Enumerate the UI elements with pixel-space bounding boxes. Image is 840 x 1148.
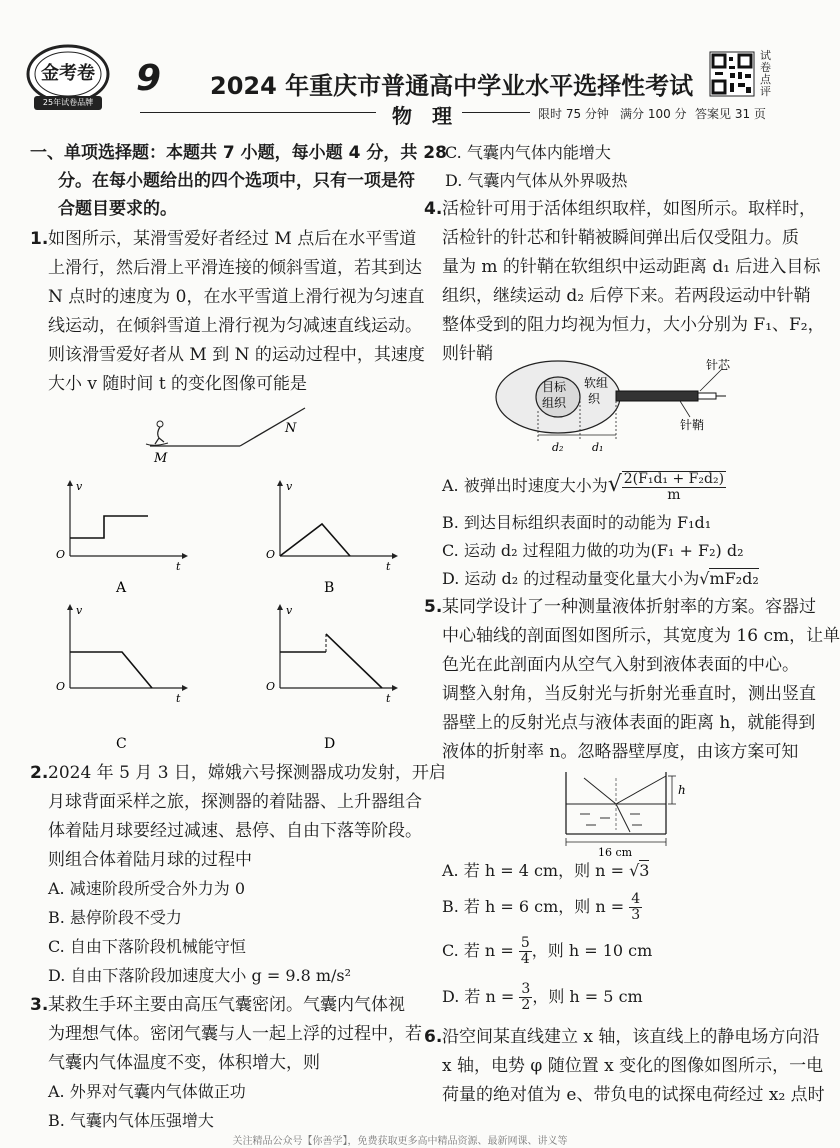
q6-line: 沿空间某直线建立 x 轴，该直线上的静电场方向沿 xyxy=(442,1027,820,1047)
q2-line: 月球背面采样之旅，探测器的着陆器、上升器组合 xyxy=(48,792,422,812)
subject-title: 物 理 xyxy=(392,104,452,128)
svg-text:t: t xyxy=(386,560,391,573)
q1-number: 1. xyxy=(30,229,49,249)
q5-container-figure xyxy=(560,768,700,860)
q1-point-n: N xyxy=(285,421,297,436)
q2-line: 体着陆月球要经过减速、悬停、自由下落等阶段。 xyxy=(48,821,422,841)
q4-line: 活检针可用于活体组织取样，如图所示。取样时， xyxy=(442,199,816,219)
svg-text:v: v xyxy=(286,604,293,617)
q4-option-a: A. 被弹出时速度大小为√ $\frac{\text{2(F₁d₁ + F₂d₂)}}{m}$ xyxy=(442,470,725,503)
q4-line: 量为 m 的针鞘在软组织中运动距离 d₁ 后进入目标 xyxy=(442,257,821,277)
q2-number: 2. xyxy=(30,763,49,783)
q3-option-a: A. 外界对气囊内气体做正功 xyxy=(48,1082,246,1101)
q3-option-b: B. 气囊内气体压强增大 xyxy=(48,1111,214,1130)
q5-line: 调整入射角，当反射光与折射光垂直时，测出竖直 xyxy=(442,684,816,704)
q1-point-m: M xyxy=(154,451,168,466)
svg-text:软组: 软组 xyxy=(584,376,609,390)
svg-text:v: v xyxy=(286,480,293,493)
svg-text:v: v xyxy=(76,480,83,493)
q1-graph-c xyxy=(52,602,202,752)
svg-text:v: v xyxy=(76,604,83,617)
q5-option-b: B. 若 h = 6 cm，则 n = $\frac{4}{3}$ xyxy=(442,891,641,923)
q2-line: 则组合体着陆月球的过程中 xyxy=(48,850,252,870)
q5-label-width: 16 cm xyxy=(598,846,633,859)
time-limit: 限时 75 分钟 xyxy=(538,107,609,121)
q1-graph-label-d: D xyxy=(324,736,336,752)
q1-slope-figure xyxy=(140,400,340,470)
q1-line: N 点时的速度为 0，在水平雪道上滑行视为匀速直 xyxy=(48,287,425,307)
skier-icon xyxy=(146,421,168,445)
q4-number: 4. xyxy=(424,199,443,219)
q6-line: 荷量的绝对值为 e、带负电的试探电荷经过 x₂ 点时 xyxy=(442,1085,825,1105)
q1-graph-a xyxy=(52,478,202,598)
q3-line: 为理想气体。密闭气囊与人一起上浮的过程中，若 xyxy=(48,1024,422,1044)
section-heading-line1: 一、单项选择题：本题共 7 小题，每小题 4 分，共 28 xyxy=(30,143,447,163)
q5-line: 器壁上的反射光点与液体表面的距离 h，就能得到 xyxy=(442,713,816,733)
q4-label-sheath: 针鞘 xyxy=(680,418,705,432)
sqrt-icon: √ xyxy=(629,861,640,880)
q6-number: 6. xyxy=(424,1027,443,1047)
q1-graph-b xyxy=(262,478,412,598)
q1-graph-label-b: B xyxy=(324,580,335,596)
brand-logo xyxy=(22,42,114,114)
q1-graph-label-a: A xyxy=(116,580,127,596)
sqrt-icon: √ xyxy=(699,569,710,588)
q3-line: 某救生手环主要由高压气囊密闭。气囊内气体视 xyxy=(48,995,405,1015)
svg-text:O: O xyxy=(56,680,66,693)
q1-line: 线运动，在倾斜雪道上滑行视为匀减速直线运动。 xyxy=(48,316,422,336)
q5-number: 5. xyxy=(424,597,443,617)
q5-option-d: D. 若 n = $\frac{3}{2}$ ，则 h = 5 cm xyxy=(442,981,643,1013)
q3-option-d: D. 气囊内气体从外界吸热 xyxy=(445,171,628,190)
q2-option-c: C. 自由下落阶段机械能守恒 xyxy=(48,937,246,956)
exam-number: 9 xyxy=(136,58,162,99)
answer-page: 答案见 31 页 xyxy=(695,107,766,121)
q4-option-b: B. 到达目标组织表面时的动能为 F₁d₁ xyxy=(442,513,712,532)
svg-text:t: t xyxy=(176,560,181,573)
svg-text:目标: 目标 xyxy=(542,380,567,394)
q1-graph-label-c: C xyxy=(116,736,127,752)
q5-line: 液体的折射率 n。忽略器壁厚度，由该方案可知 xyxy=(442,742,799,762)
q4-label-d2: d₂ xyxy=(552,441,564,454)
q2-option-b: B. 悬停阶段不受力 xyxy=(48,908,182,927)
q4-option-c: C. 运动 d₂ 过程阻力做的功为(F₁ + F₂) d₂ xyxy=(442,541,744,560)
section-heading-line2: 分。在每小题给出的四个选项中，只有一项是符 xyxy=(58,171,415,191)
q3-option-c: C. 气囊内气体内能增大 xyxy=(445,143,611,162)
q4-label-core: 针芯 xyxy=(706,358,731,372)
q1-line: 如图所示，某滑雪爱好者经过 M 点后在水平雪道 xyxy=(48,229,417,249)
sqrt-icon: √ xyxy=(607,472,622,497)
q1-line: 则该滑雪爱好者从 M 到 N 的运动过程中，其速度 xyxy=(48,345,425,365)
svg-text:t: t xyxy=(176,692,181,705)
q3-number: 3. xyxy=(30,995,49,1015)
section-heading-line3: 合题目要求的。 xyxy=(58,199,177,219)
footer-note: 关注精品公众号【你善学】，免费获取更多高中精品资源、最新网课、讲义等 xyxy=(232,1136,568,1147)
q5-option-a: A. 若 h = 4 cm，则 n = √3 xyxy=(442,861,650,880)
svg-text:组织: 组织 xyxy=(542,396,567,410)
q1-line: 上滑行，然后滑上平滑连接的倾斜雪道，若其到达 xyxy=(48,258,422,278)
svg-text:O: O xyxy=(266,548,276,561)
q5-option-c: C. 若 n = $\frac{5}{4}$ ，则 h = 10 cm xyxy=(442,935,653,967)
exam-title: 2024 年重庆市普通高中学业水平选择性考试 xyxy=(210,72,694,100)
svg-text:织: 织 xyxy=(588,392,601,406)
svg-text:O: O xyxy=(56,548,66,561)
q5-line: 色光在此剖面内从空气入射到液体表面的中心。 xyxy=(442,655,799,675)
full-score: 满分 100 分 xyxy=(620,107,687,121)
q4-line: 整体受到的阻力均视为恒力，大小分别为 F₁、F₂， xyxy=(442,315,825,335)
qr-code[interactable] xyxy=(710,52,754,96)
qr-label: 试卷点评 xyxy=(760,49,771,98)
logo-text: 金考卷 xyxy=(41,63,95,84)
logo-subtitle: 25年试卷品牌 xyxy=(42,98,94,107)
q6-line: x 轴，电势 φ 随位置 x 变化的图像如图所示，一电 xyxy=(442,1056,824,1076)
q4-option-d: D. 运动 d₂ 的过程动量变化量大小为√mF₂d₂ xyxy=(442,569,759,588)
q4-line: 则针鞘 xyxy=(442,344,493,364)
q5-line: 中心轴线的剖面图如图所示，其宽度为 16 cm，让单 xyxy=(442,626,840,646)
q2-line: 2024 年 5 月 3 日，嫦娥六号探测器成功发射，开启 xyxy=(48,763,446,783)
q2-option-d: D. 自由下落阶段加速度大小 g = 9.8 m/s² xyxy=(48,966,352,985)
header-rule-left xyxy=(140,112,376,113)
q5-line: 某同学设计了一种测量液体折射率的方案。容器过 xyxy=(442,597,816,617)
header xyxy=(0,0,800,130)
q3-line: 气囊内气体温度不变，体积增大，则 xyxy=(48,1053,320,1073)
q5-label-h: h xyxy=(678,783,686,797)
q4-line: 组织，继续运动 d₂ 后停下来。若两段运动中针鞘 xyxy=(442,286,811,306)
svg-text:O: O xyxy=(266,680,276,693)
q1-graph-d xyxy=(262,602,412,752)
q4-line: 活检针的针芯和针鞘被瞬间弹出后仅受阻力。质 xyxy=(442,228,799,248)
q1-line: 大小 v 随时间 t 的变化图像可能是 xyxy=(48,374,308,394)
qr-code-icon xyxy=(710,52,754,96)
svg-text:t: t xyxy=(386,692,391,705)
q2-option-a: A. 减速阶段所受合外力为 0 xyxy=(48,879,245,898)
q4-needle-figure xyxy=(490,355,780,460)
header-rule-mid xyxy=(462,112,530,113)
q4-label-d1: d₁ xyxy=(592,441,604,454)
